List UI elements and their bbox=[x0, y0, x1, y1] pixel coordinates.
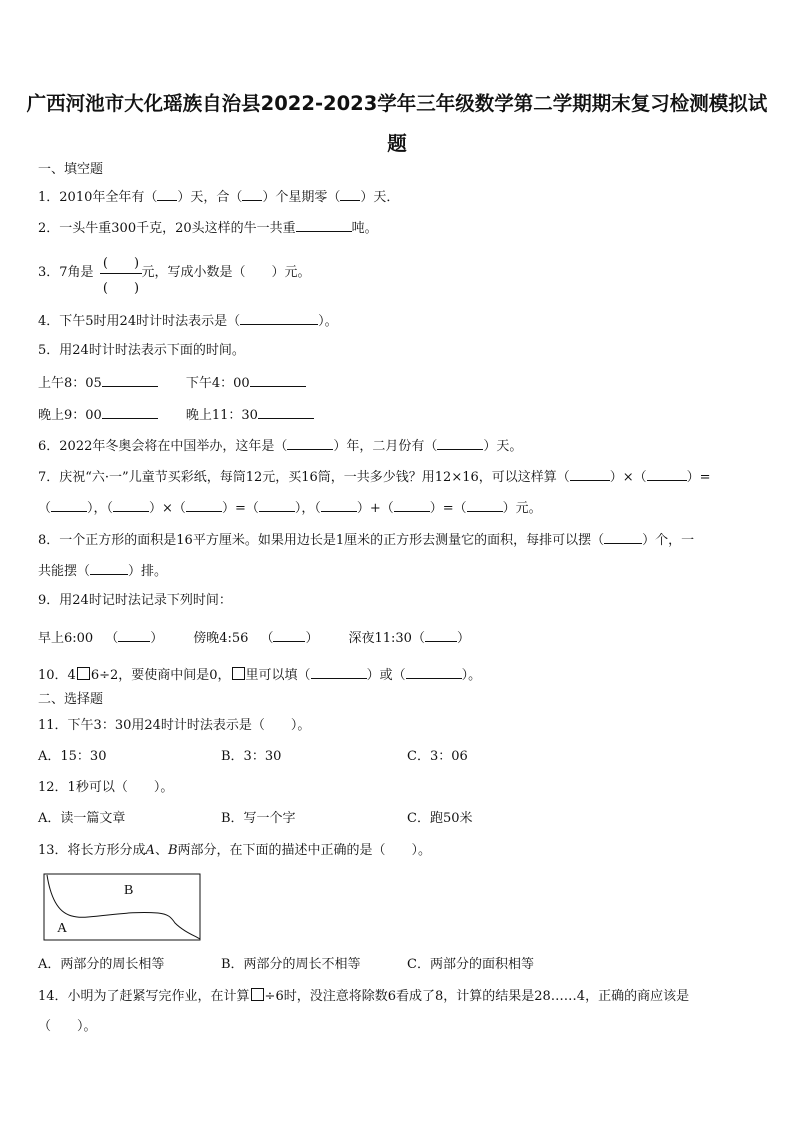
q13-option-c: C．两部分的面积相等 bbox=[407, 957, 534, 972]
question-1: 1．2010年全年有（ ）天，合（ ）个星期零（ ）天． bbox=[38, 190, 400, 205]
page-title-continued: 题 bbox=[387, 132, 407, 155]
blank-box bbox=[232, 667, 245, 680]
question-5: 5．用24时计时法表示下面的时间。 bbox=[38, 343, 245, 358]
q11-option-b: B．3：30 bbox=[221, 749, 282, 764]
question-13: 13．将长方形分成A、B两部分，在下面的描述中正确的是（ ）。 bbox=[38, 843, 432, 858]
section-heading-fill: 一、填空题 bbox=[38, 162, 104, 177]
fraction-denominator: ( ) bbox=[102, 281, 140, 296]
q5-row-1: 上午8：05 下午4：00 bbox=[38, 374, 306, 392]
q13-option-a: A．两部分的周长相等 bbox=[38, 957, 165, 972]
blank-box bbox=[77, 667, 90, 680]
question-6: 6．2022年冬奥会将在中国举办，这年是（ ）年，二月份有（ ）天。 bbox=[38, 439, 523, 454]
q5-row-2: 晚上9：00 晚上11：30 bbox=[38, 406, 314, 424]
question-11: 11．下午3：30用24时计时法表示是（ ）。 bbox=[38, 718, 311, 733]
section-heading-choice: 二、选择题 bbox=[38, 692, 104, 707]
q12-option-a: A．读一篇文章 bbox=[38, 811, 126, 826]
q12-option-c: C．跑50米 bbox=[407, 811, 473, 826]
fraction-blank bbox=[98, 250, 144, 296]
question-9: 9．用24时记时法记录下列时间： bbox=[38, 593, 232, 608]
question-7-continued: （ ），（ ）×（ ）=（ ），（ ）+（ ）=（ ）元。 bbox=[38, 501, 542, 516]
question-12: 12．1秒可以（ ）。 bbox=[38, 780, 174, 795]
question-8: 8．一个正方形的面积是16平方厘米。如果用边长是1厘米的正方形去测量它的面积，每排可以摆（ ）个，一 bbox=[38, 533, 695, 548]
blank-box bbox=[251, 988, 264, 1001]
region-a-label: A bbox=[57, 921, 68, 936]
question-3: 3．7角是 元，写成小数是（ ）元。 bbox=[38, 265, 311, 280]
q11-option-a: A．15：30 bbox=[38, 749, 107, 764]
question-2: 2．一头牛重300千克，20头这样的牛一共重 吨。 bbox=[38, 221, 378, 236]
question-14: 14．小明为了赶紧写完作业，在计算 ÷6时，没注意将除数6看成了8，计算的结果是28……4，正确的商应该是 bbox=[38, 989, 690, 1004]
region-b-label: B bbox=[124, 883, 134, 898]
question-10: 10．4 6÷2，要使商中间是0， 里可以填（ ）或（ ）。 bbox=[38, 668, 482, 683]
rectangle-figure bbox=[43, 873, 201, 941]
q13-option-b: B．两部分的周长不相等 bbox=[221, 957, 361, 972]
question-14-continued: （ ）。 bbox=[38, 1019, 97, 1034]
fraction-numerator: ( ) bbox=[102, 256, 140, 271]
page-title: 广西河池市大化瑶族自治县2022-2023学年三年级数学第二学期期末复习检测模拟试 bbox=[26, 92, 768, 115]
q11-option-c: C．3：06 bbox=[407, 749, 468, 764]
question-4: 4．下午5时用24时计时法表示是（ ）。 bbox=[38, 314, 338, 329]
q12-option-b: B．写一个字 bbox=[221, 811, 296, 826]
question-7: 7．庆祝“六·一”儿童节买彩纸，每筒12元，买16筒，一共多少钱？用12×16，可以这样算（ ）×（ ）= bbox=[38, 470, 711, 485]
fraction-bar bbox=[100, 273, 142, 274]
q9-row: 早上6:00 （ ） 傍晚4:56 （ ） 深夜11:30（ ） bbox=[38, 631, 470, 646]
question-8-continued: 共能摆（ ）排。 bbox=[38, 564, 168, 579]
